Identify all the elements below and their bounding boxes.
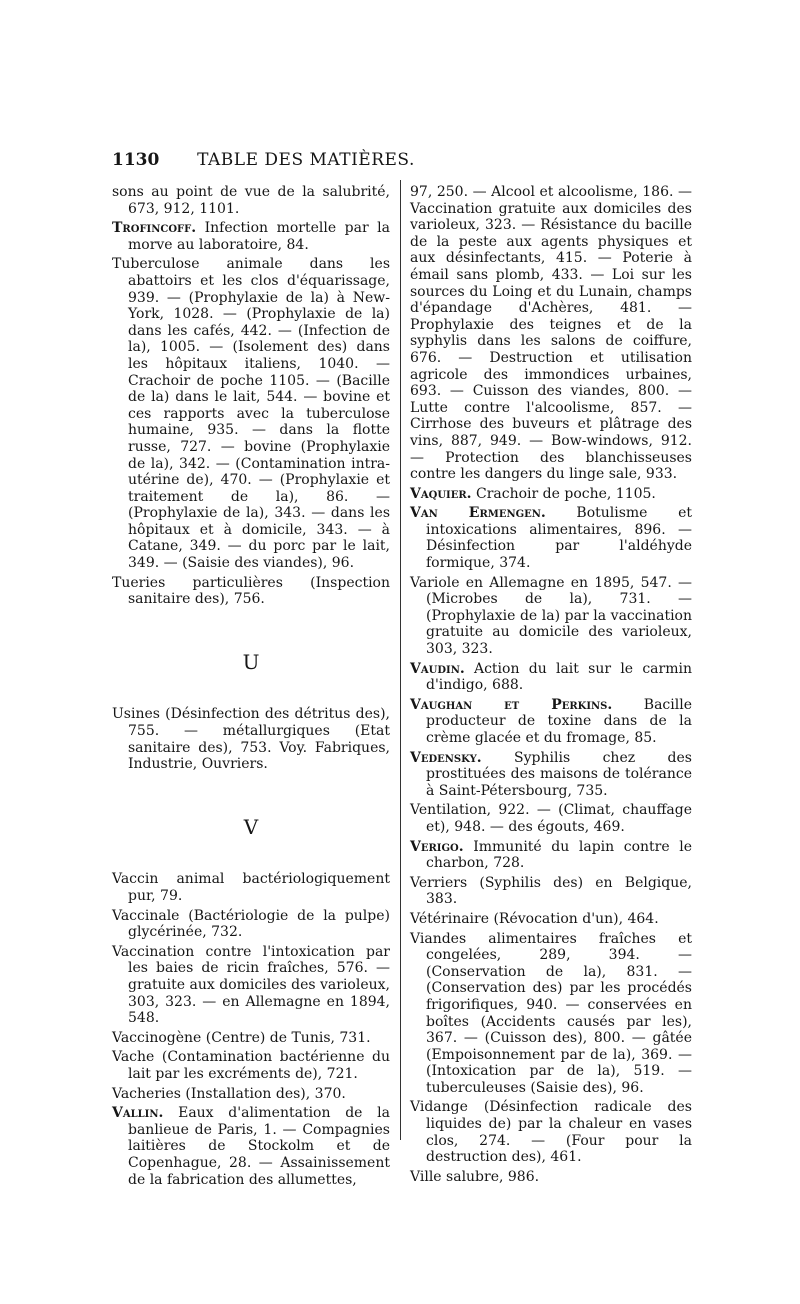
index-entry bbox=[112, 1105, 390, 1188]
index-entry: Ville salubre, 986. bbox=[410, 1168, 540, 1185]
index-entry: Ventilation, 922. — (Climat, chauffage et), 948. — des égouts, 469. bbox=[410, 802, 692, 835]
running-title: TABLE DES MATIÈRES. bbox=[197, 150, 415, 170]
author-name: Trofincoff. bbox=[112, 220, 197, 237]
index-entry bbox=[410, 661, 692, 694]
page-header bbox=[100, 150, 512, 178]
index-entry: sons au point de vue de la salubrité, 673, 912, 1101. bbox=[112, 184, 390, 217]
author-name: Vaughan et Perkins. bbox=[410, 696, 613, 713]
entry-text: Crachoir de poche, 1105. bbox=[471, 485, 656, 502]
entry-text: Action du lait sur le carmin d'indigo, 688. bbox=[426, 660, 692, 694]
entry-text: Infection mortelle par la morve au laboratoire, 84. bbox=[128, 220, 390, 253]
index-entry: Vaccinale (Bactériologie de la pulpe) glycérinée, 732. bbox=[112, 907, 390, 941]
index-entry: Viandes alimentaires fraîches et congelées, 289, 394. — (Conservation de la), 831. — (Conservation des) par les procédés frigorifiques, 940. — conservées en boîtes (Accidents causés par les), 367. — (Cuisson des), 800. — gâtée (Empoisonnement par de la), 369. — (Intoxication par de la), 519. — tuberculeuses (Saisie des), 96. bbox=[410, 930, 692, 1096]
index-entry: Vidange (Désinfection radicale des liquides de) par la chaleur en vases clos, 274. — (Four pour la destruction des), 461. bbox=[410, 1099, 692, 1166]
index-entry bbox=[410, 697, 692, 747]
index-entry: Vaccinogène (Centre) de Tunis, 731. bbox=[112, 1029, 371, 1046]
index-entry: Usines (Désinfection des détritus des), 755. — métallurgiques (Etat sanitaire des), 753. Voy. Fabriques, Industrie, Ouvriers. bbox=[112, 706, 390, 773]
author-name: Vedensky. bbox=[410, 749, 482, 766]
index-entry bbox=[112, 220, 390, 253]
index-entry: Tuberculose animale dans les abattoirs et les clos d'équarissage, 939. — (Prophylaxie de la) à New-York, 1028. — (Prophylaxie de la) dans les cafés, 442. — (Infection de la), 1005. — (Isolement des) dans les hôpitaux italiens, 1040. — Crachoir de poche 1105. — (Bacille de la) dans le lait, 544. — bovine et ces rapports avec la tuberculose humaine, 935. — dans la flotte russe, 727. — bovine (Prophylaxie de la), 342. — (Contamination intra-utérine de), 470. — (Prophylaxie et traitement de la), 86. — (Prophylaxie de la), 343. — dans les hôpitaux et à domicile, 343. — à Catane, 349. — du porc par le lait, 349. — (Saisie des viandes), 96. bbox=[112, 256, 390, 572]
entry-text: Botulisme et intoxications alimentaires, 896. — Désinfection par l'aldéhyde formique, 374. bbox=[426, 505, 692, 572]
entry-text: Syphilis chez des prostituées des maisons de tolérance à Saint-Pétersbourg, 735. bbox=[426, 749, 692, 799]
left-column bbox=[112, 184, 390, 1191]
column-divider bbox=[400, 180, 401, 1140]
entry-text: Bacille producteur de toxine dans de la crème glacée et du fromage, 85. bbox=[426, 696, 692, 746]
index-entry bbox=[410, 486, 692, 503]
index-entry bbox=[410, 839, 692, 872]
author-name: Van Ermengen. bbox=[410, 505, 546, 522]
right-column bbox=[410, 184, 692, 1188]
entry-text: Immunité du lapin contre le charbon, 728. bbox=[426, 838, 692, 872]
author-name: Vaudin. bbox=[410, 660, 465, 677]
index-entry: 97, 250. — Alcool et alcoolisme, 186. — Vaccination gratuite aux domiciles des varioleux, 323. — Résistance du bacille de la peste aux agents physiques et aux désinfectants, 415. — Poterie à émail sans plomb, 433. — Loi sur les sources du Loing et du Lunain, champs d'épandage d'Achères, 481. — Prophylaxie des teignes et de la syphylis dans les salons de coiffure, 676. — Destruction et utilisation agricole des immondices urbaines, 693. — Cuisson des viandes, 800. — Lutte contre l'alcoolisme, 857. — Cirrhose des buveurs et plâtrage des vins, 887, 949. — Bow-windows, 912. — Protection des blanchisseuses contre les dangers du linge sale, 933. bbox=[410, 184, 692, 483]
page-number: 1130 bbox=[112, 150, 160, 170]
entry-text: Eaux d'alimentation de la banlieue de Paris, 1. — Compagnies laitières de Stockolm et de Copenhague, 28. — Assainissement de la fabrication des allumettes, bbox=[128, 1105, 390, 1188]
author-name: Vaquier. bbox=[410, 485, 472, 502]
index-entry: Vaccination contre l'intoxication par les baies de ricin fraîches, 576. — gratuite aux domiciles des varioleux, 303, 323. — en Allemagne en 1894, 548. bbox=[112, 943, 390, 1027]
section-letter-u: U bbox=[242, 649, 260, 674]
index-entry: Vaccin animal bactériologiquement pur, 79. bbox=[112, 871, 390, 904]
section-letter-v: V bbox=[243, 814, 259, 839]
index-entry bbox=[410, 505, 692, 571]
index-entry bbox=[410, 750, 692, 800]
index-entry: Verriers (Syphilis des) en Belgique, 383. bbox=[410, 874, 692, 908]
index-entry: Vache (Contamination bactérienne du lait par les excréments de), 721. bbox=[112, 1049, 390, 1082]
author-name: Vallin. bbox=[112, 1105, 164, 1122]
index-entry: Vétérinaire (Révocation d'un), 464. bbox=[410, 910, 659, 927]
index-entry: Tueries particulières (Inspection sanitaire des), 756. bbox=[112, 574, 390, 608]
index-entry: Vacheries (Installation des), 370. bbox=[112, 1085, 346, 1102]
index-entry: Variole en Allemagne en 1895, 547. — (Microbes de la), 731. — (Prophylaxie de la) par la vaccination gratuite au domicile des varioleux, 303, 323. bbox=[410, 574, 692, 658]
author-name: Verigo. bbox=[410, 838, 464, 855]
